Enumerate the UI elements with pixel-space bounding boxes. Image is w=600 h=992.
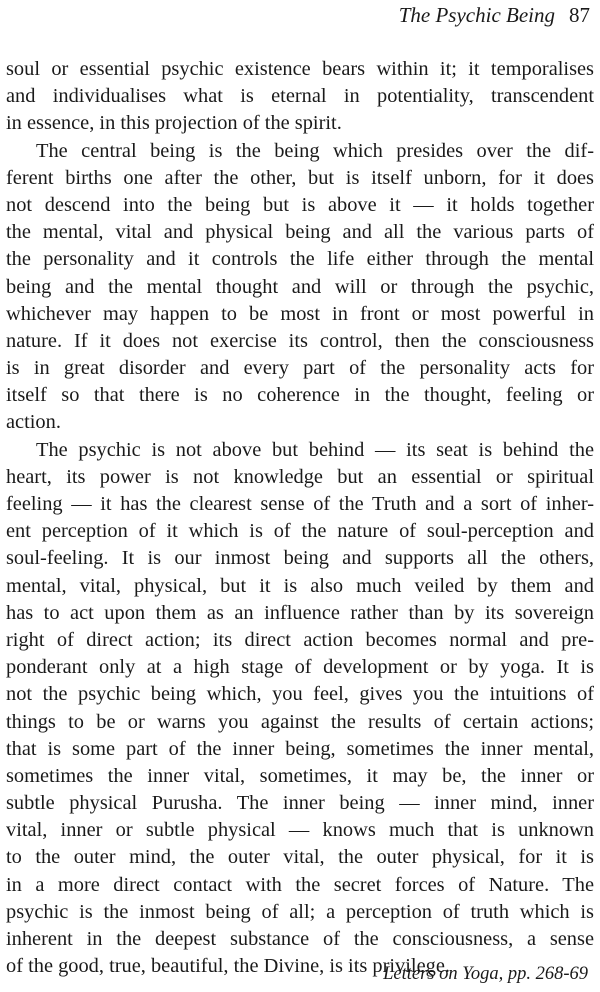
text-line: the personality and it controls the life either through the mental	[6, 248, 594, 271]
text-line: of the good, true, beautiful, the Divine, is its privilege.	[6, 955, 450, 978]
text-line: in essence, in this projection of the spirit.	[6, 112, 342, 135]
text-line: not the psychic being which, you feel, gives you the intuitions of	[6, 683, 594, 706]
body-text	[6, 56, 594, 980]
text-line: in a more direct contact with the secret forces of Nature. The	[6, 873, 594, 896]
text-line: feeling — it has the clearest sense of the Truth and a sort of inher-	[6, 493, 594, 515]
running-head	[399, 2, 590, 28]
text-line: whichever may happen to be most in front or most powerful in	[6, 302, 594, 325]
text-line: things to be or warns you against the results of certain actions;	[6, 710, 594, 733]
text-line: right of direct action; its direct action becomes normal and pre-	[6, 628, 594, 651]
text-line: soul-feeling. It is our inmost being and supports all the others,	[6, 547, 594, 570]
text-line: subtle physical Purusha. The inner being — inner mind, inner	[6, 792, 594, 815]
text-line: ferent births one after the other, but is itself unborn, for it does	[6, 166, 594, 189]
text-line: the mental, vital and physical being and all the various parts of	[6, 221, 594, 244]
text-line: vital, inner or subtle physical — knows much that is unknown	[6, 819, 594, 842]
text-line: to the outer mind, the outer vital, the outer physical, for it is	[6, 846, 594, 869]
text-line: ent perception of it which is of the nature of soul-perception and	[6, 520, 594, 543]
text-line: and individualises what is eternal in potentiality, transcendent	[6, 85, 594, 108]
book-page	[6, 0, 594, 992]
text-line: that is some part of the inner being, sometimes the inner mental,	[6, 737, 594, 760]
source-citation: Letters on Yoga, pp. 268-69	[383, 964, 588, 984]
text-line: is in great disorder and every part of the personality acts for	[6, 357, 594, 380]
text-line: being and the mental thought and will or through the psychic,	[6, 275, 594, 298]
text-line: soul or essential psychic existence bears within it; it temporalises	[6, 58, 594, 80]
text-line: mental, vital, physical, but it is also much veiled by them and	[6, 574, 594, 597]
text-line: has to act upon them as an influence rather than by its sovereign	[6, 601, 594, 624]
text-line: inherent in the deepest substance of the consciousness, a sense	[6, 928, 594, 950]
page-number: 87	[569, 3, 590, 27]
text-line: sometimes the inner vital, sometimes, it may be, the inner or	[6, 764, 594, 787]
text-line: nature. If it does not exercise its control, then the consciousness	[6, 329, 594, 352]
text-line: psychic is the inmost being of all; a perception of truth which is	[6, 900, 594, 923]
text-line: The psychic is not above but behind — its seat is behind the	[36, 438, 594, 461]
text-line: heart, its power is not knowledge but an essential or spiritual	[6, 465, 594, 488]
text-line: ponderant only at a high stage of development or by yoga. It is	[6, 656, 594, 679]
text-line: not descend into the being but is above it — it holds together	[6, 193, 594, 216]
chapter-title: The Psychic Being	[398, 3, 555, 27]
text-line: The central being is the being which presides over the dif-	[36, 139, 594, 162]
text-line: itself so that there is no coherence in the thought, feeling or	[6, 384, 594, 407]
text-line: action.	[6, 411, 61, 434]
